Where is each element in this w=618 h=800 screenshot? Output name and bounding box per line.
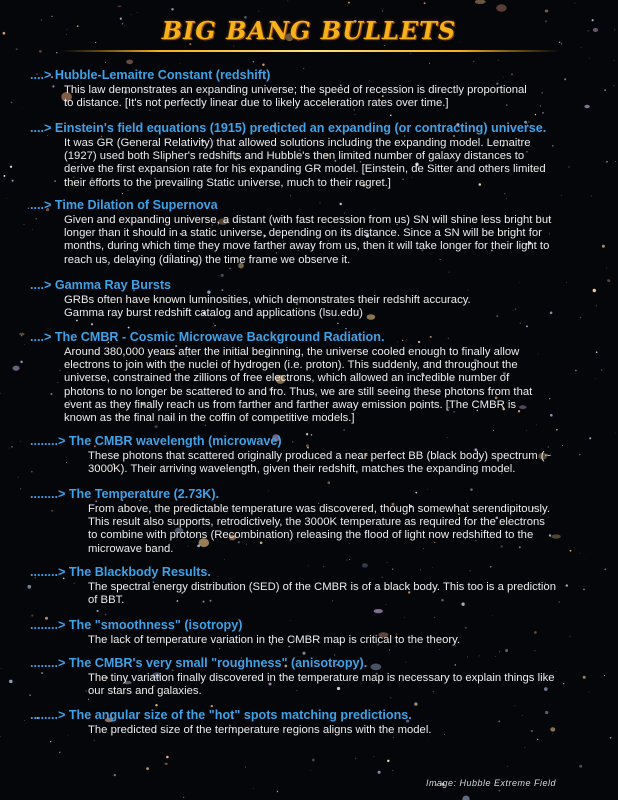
section-heading — [30, 708, 590, 723]
section-time-dilation — [30, 198, 590, 267]
body-line: From above, the predictable temperature was discovered, though somewhat serendipitously. — [88, 503, 550, 515]
section-hubble-lemaitre — [30, 68, 590, 110]
body-line: Given and expanding universe, a distant (with fast recession from us) SN will shine less bright but — [64, 214, 552, 226]
bullet-arrow: ....> — [30, 68, 52, 82]
body-line: electrons to join with the nuclei of hydrogen (i.e. proton). This suddenly, and throughout the — [64, 359, 518, 372]
body-line: The lack of temperature variation in the CMBR map is critical to the theory. — [88, 634, 461, 646]
section-body — [88, 503, 590, 556]
heading-text: The "smoothness" (isotropy) — [68, 618, 243, 632]
bullet-arrow: ........> — [30, 565, 66, 579]
body-line: event as they finally reach us from farther and farther away emission points. [The CMBR is — [64, 398, 517, 411]
section-heading — [30, 121, 590, 136]
section-cmbr-wavelength — [30, 434, 590, 476]
section-heading — [30, 618, 590, 633]
section-smoothness — [30, 618, 590, 647]
bullet-arrow: ....> — [30, 198, 52, 212]
body-line: our stars and galaxies. — [88, 685, 202, 698]
body-line: their efforts to the prevailing Static universe, much to their regret.] — [64, 176, 391, 189]
section-blackbody — [30, 565, 590, 607]
section-angular-size — [30, 708, 590, 737]
body-line: These photons that scattered originally produced a near perfect BB (black body) spectrum (~ — [88, 450, 552, 462]
section-body — [64, 84, 590, 110]
body-line: Around 380,000 years after the initial beginning, the universe cooled enough to finally allow — [64, 346, 520, 358]
section-heading — [30, 434, 590, 449]
section-body — [88, 450, 590, 476]
heading-text: Gamma Ray Bursts — [54, 278, 172, 292]
section-heading — [30, 68, 590, 83]
section-gamma-ray-bursts — [30, 278, 590, 320]
body-line: reach us, delaying (dilating) the time frame we observe it. — [64, 253, 351, 266]
section-temperature — [30, 487, 590, 556]
section-einstein-field-equations — [30, 121, 590, 190]
body-line: longer than it should in a static universe, depending on its distance. Since a SN will be bright for — [64, 227, 542, 240]
body-line: The predicted size of the termperature regions aligns with the model. — [88, 724, 432, 736]
section-heading — [30, 330, 590, 345]
bullet-arrow: ........> — [30, 656, 66, 670]
bullet-arrow: ....> — [30, 330, 52, 344]
body-line: This result also supports, retrodictively, the 3000K temperature as required for the electrons — [88, 516, 545, 529]
bullet-arrow: ........> — [30, 618, 66, 632]
section-body — [64, 294, 590, 320]
section-roughness — [30, 656, 590, 698]
body-line: of BBT. — [88, 594, 125, 607]
body-line: to combine with protons (Recombination) releasing the flood of light now redshifted to the — [88, 529, 534, 542]
body-line: Gamma ray burst redshift catalog and applications (lsu.edu) — [64, 307, 363, 320]
section-heading — [30, 656, 590, 671]
body-line: known as the final nail in the coffin of competitive models.] — [64, 412, 355, 425]
heading-text: Hubble-Lemaitre Constant (redshift) — [54, 68, 271, 82]
heading-text: Einstein's field equations (1915) predicted an expanding (or contracting) universe. — [54, 121, 547, 135]
section-heading — [30, 198, 590, 213]
section-cmbr — [30, 330, 590, 425]
heading-text: Time Dilation of Supernova — [54, 198, 218, 212]
page-title: BIG BANG BULLETS — [161, 16, 457, 45]
heading-text: The angular size of the "hot" spots matching predictions. — [68, 708, 412, 722]
section-body — [64, 214, 590, 267]
section-body — [88, 581, 590, 607]
section-body — [88, 634, 590, 647]
title-underline — [60, 50, 560, 52]
heading-text: The CMBR's very small "roughness" (anisotropy). — [68, 656, 368, 670]
image-credit: Image: Hubble Extreme Field — [425, 778, 556, 788]
section-body — [88, 672, 590, 698]
body-line: The spectral energy distribution (SED) of the CMBR is of a black body. This too is a prediction — [88, 581, 556, 593]
bullet-arrow: ........> — [30, 708, 66, 722]
section-heading — [30, 278, 590, 293]
body-line: months, during which time they move farther away from us, then it will take longer for their light to — [64, 240, 550, 253]
section-heading — [30, 565, 590, 580]
section-heading — [30, 487, 590, 502]
section-body — [64, 346, 590, 425]
section-body — [64, 137, 590, 190]
bullet-arrow: ........> — [30, 434, 66, 448]
bullet-arrow: ....> — [30, 278, 52, 292]
body-line: microwave band. — [88, 542, 174, 555]
bullet-arrow: ........> — [30, 487, 66, 501]
heading-text: The Blackbody Results. — [68, 565, 211, 579]
body-line: universe, constrained the zillions of free electrons, which allowed an incredible number of — [64, 372, 510, 385]
heading-text: The Temperature (2.73K). — [68, 487, 220, 501]
body-line: to distance. [It's not perfectly linear due to likely acceleration rates over time.] — [64, 97, 449, 110]
body-line: (1927) used both Slipher's redshifts and Hubble's then limited number of galaxy distances to — [64, 150, 525, 163]
body-line: The tiny variation finally discovered in the temperature map is necessary to explain things like — [88, 672, 555, 684]
heading-text: The CMBR - Cosmic Microwave Background Radiation. — [54, 330, 385, 344]
bullet-arrow: ....> — [30, 121, 52, 135]
heading-text: The CMBR wavelength (microwave) — [68, 434, 282, 448]
body-line: This law demonstrates an expanding universe; the speed of recession is directly proportional — [64, 84, 527, 96]
body-line: derive the first expansion rate for his expanding GR model. [Einstein, de Sitter and others limited — [64, 163, 546, 176]
body-line: GRBs often have known luminosities, which demonstrates their redshift accuracy. — [64, 294, 471, 306]
body-line: It was GR (General Relativity) that allowed solutions including the expanding model. Lemaitre — [64, 137, 531, 149]
body-line: photons to no longer be scattered to and fro. Thus, we are still seeing these photons from that — [64, 385, 533, 398]
section-body — [88, 724, 590, 737]
body-line: 3000K). Their arriving wavelength, given their redshift, matches the expanding model. — [88, 463, 516, 476]
